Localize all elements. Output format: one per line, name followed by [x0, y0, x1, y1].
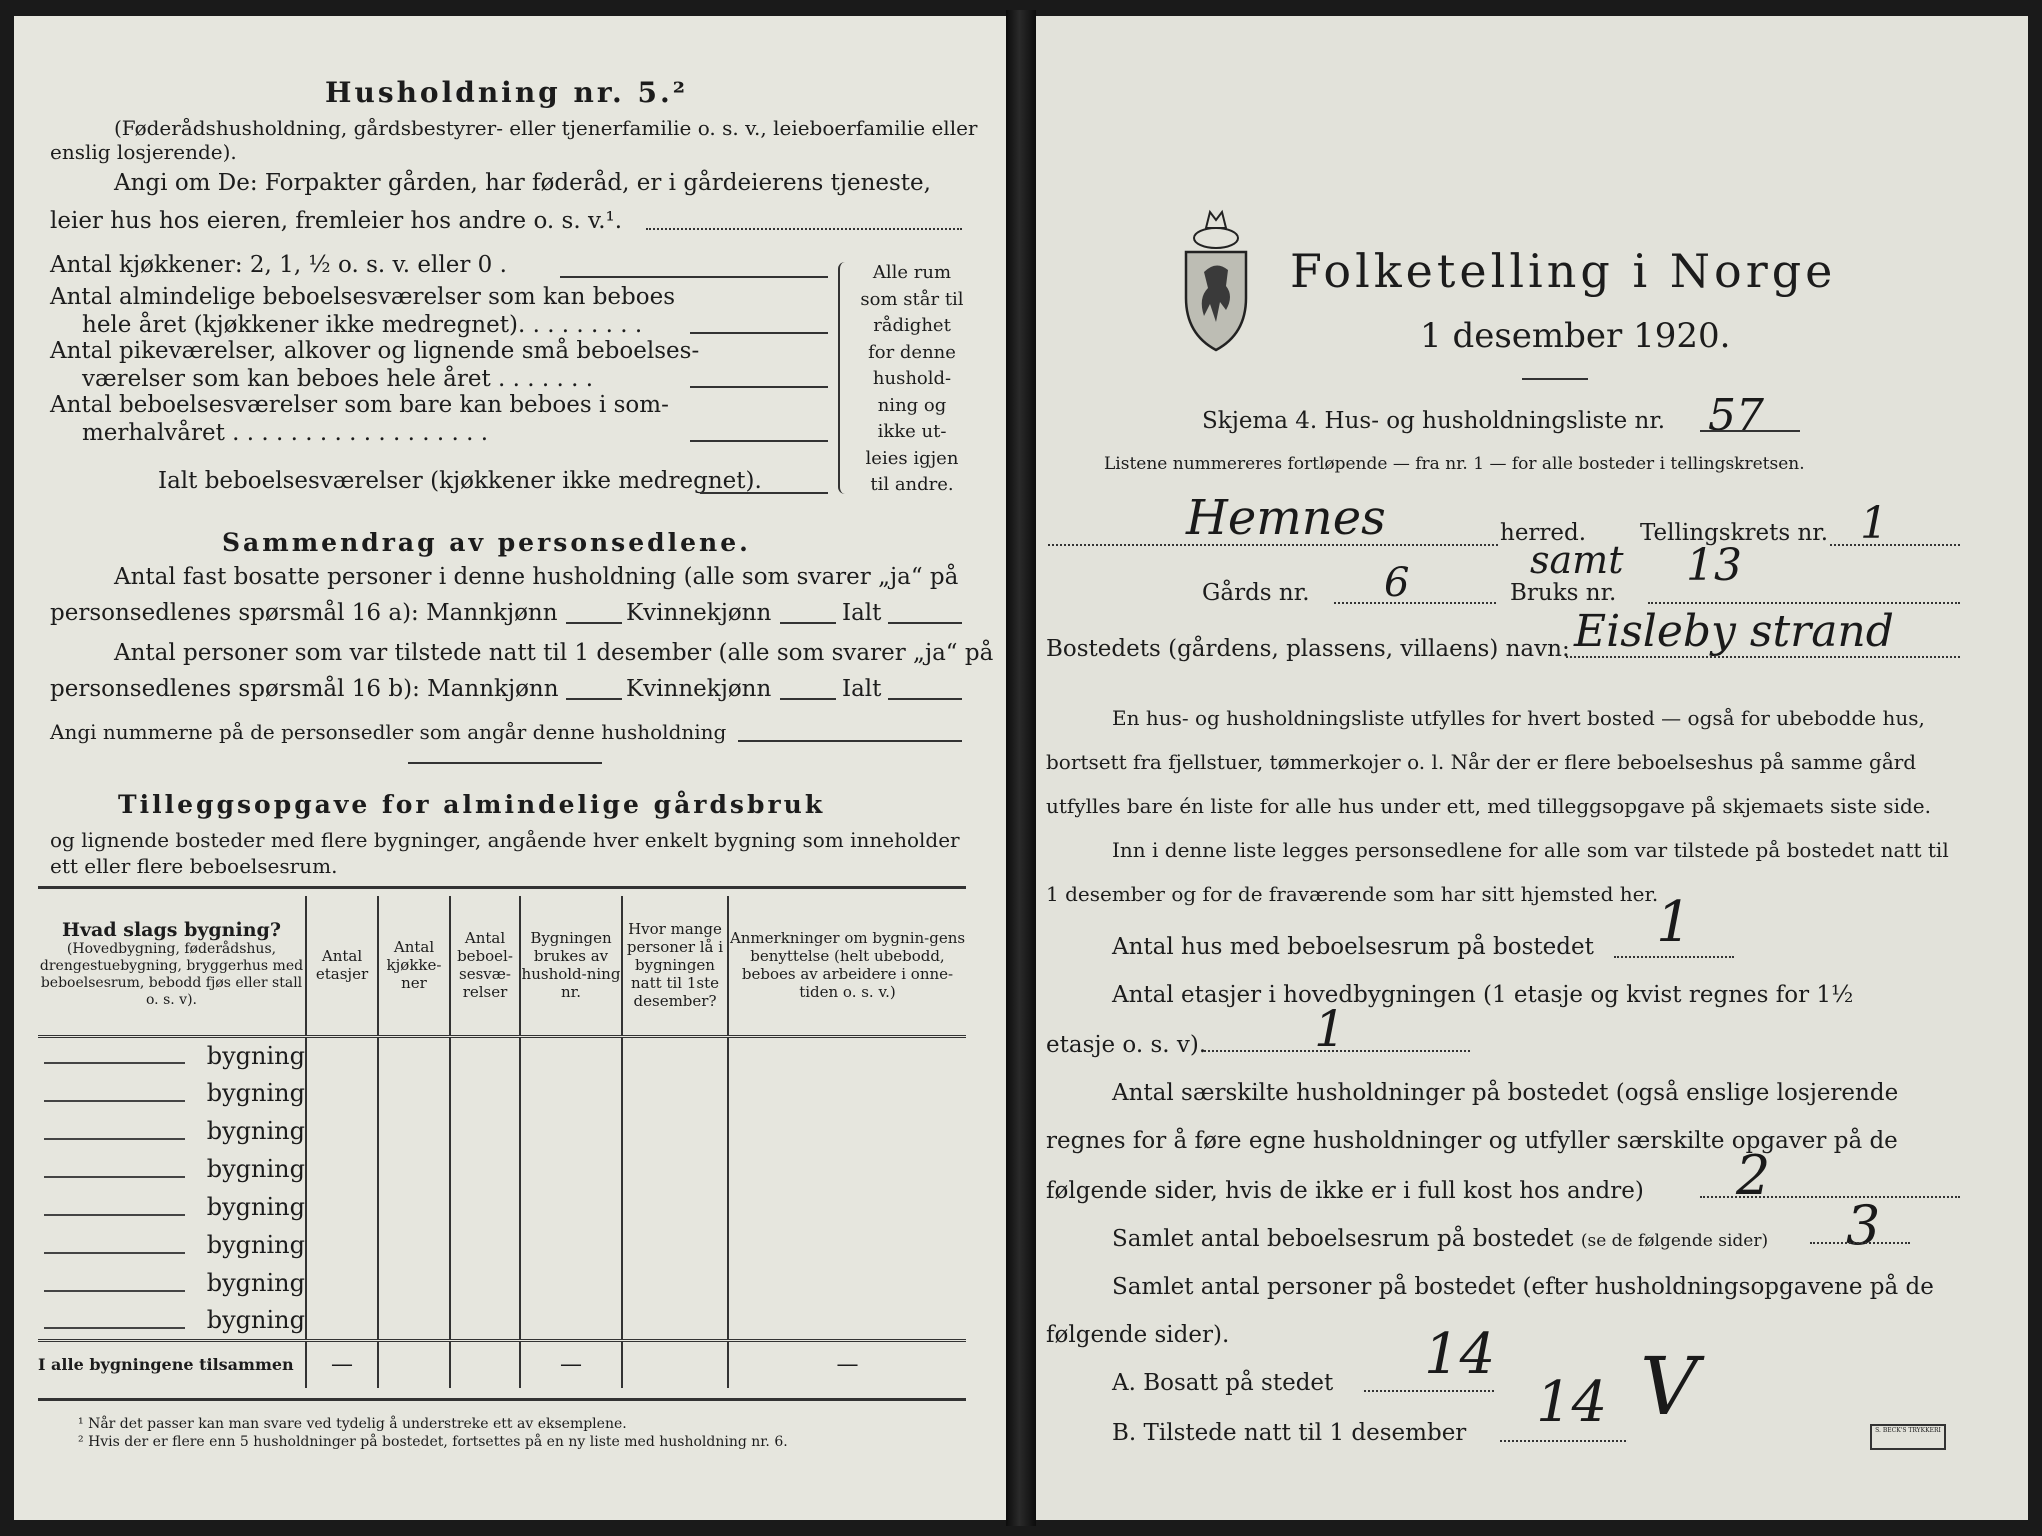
census-date: 1 desember 1920.: [1420, 316, 1731, 356]
floors-line: [1204, 1050, 1470, 1052]
present-female-line[interactable]: [780, 698, 836, 700]
summary-present-total-label: Ialt: [842, 676, 882, 702]
person-numbers-label: Angi nummerne på de personsedler som angår denne husholdning: [50, 720, 727, 744]
bruks-label: Bruks nr.: [1510, 580, 1617, 606]
col-building-type: Hvad slags bygning? (Hovedbygning, føderådshus, drengestuebygning, bryggerhus med beboelsesrum, bebodd fjøs eller stall o. s. v).: [38, 896, 306, 1036]
present-line: [1500, 1440, 1626, 1442]
total-household-dash: —: [520, 1340, 622, 1388]
building-label: bygning: [206, 1079, 305, 1107]
bruks-value[interactable]: 13: [1686, 540, 1742, 591]
summary-resident-total-label: Ialt: [842, 600, 882, 626]
tellingskrets-line: [1830, 544, 1960, 546]
total-remarks-dash: —: [728, 1340, 966, 1388]
summary-present-label: Antal personer som var tilstede natt til 1 desember (alle som svarer „ja“ på: [114, 640, 994, 666]
bosted-label: Bostedets (gårdens, plassens, villaens) navn:: [1046, 636, 1570, 662]
resident-total-line[interactable]: [888, 622, 962, 624]
table-row: [38, 1226, 966, 1264]
table-total-row: [38, 1340, 966, 1388]
households-question-2: regnes for å føre egne husholdninger og utfyller særskilte opgaver på de: [1046, 1128, 1898, 1154]
table-row: [38, 1112, 966, 1150]
building-label: bygning: [206, 1269, 305, 1297]
houses-line: [1614, 956, 1734, 958]
rooms-total-label: Ialt beboelsesværelser (kjøkkener ikke medregnet).: [158, 468, 762, 494]
instruction-1: En hus- og husholdningsliste utfylles for hvert bosted — også for ubebodde hus,: [1112, 706, 1925, 730]
building-label: bygning: [206, 1041, 305, 1070]
building-label: bygning: [206, 1193, 305, 1221]
summary-resident-female-label: Kvinnekjønn: [626, 600, 772, 626]
total-label: I alle bygningene tilsammen: [38, 1340, 306, 1388]
rooms-note: Alle rum som står til rådighet for denne hushold- ning og ikke ut- leies igjen til andre.: [860, 262, 964, 495]
tellingskrets-label: Tellingskrets nr.: [1640, 520, 1829, 546]
intro-line-4: leier hus hos eieren, fremleier hos andre o. s. v.¹.: [50, 208, 623, 234]
numbering-note: Listene nummereres fortløpende — fra nr. 1 — for alle bosteder i tellingskretsen.: [1104, 454, 1805, 474]
households-line: [1700, 1196, 1960, 1198]
table-row: [38, 1150, 966, 1188]
building-table: [38, 896, 966, 1388]
table-row: [38, 1264, 966, 1302]
rooms-question-note: (se de følgende sider): [1580, 1231, 1769, 1251]
intro-line-1: (Føderådshusholdning, gårdsbestyrer- eller tjenerfamilie o. s. v., leieboerfamilie eller: [114, 116, 978, 140]
herred-line: [1048, 544, 1498, 546]
houses-question: Antal hus med beboelsesrum på bostedet: [1112, 934, 1594, 960]
table-row: [38, 1188, 966, 1226]
kitchens-label: Antal kjøkkener: 2, 1, ½ o. s. v. eller 0 .: [50, 252, 507, 278]
rooms-total-answer-line[interactable]: [700, 492, 828, 494]
ordinary-rooms-label-2: hele året (kjøkkener ikke medregnet). . . . . . . . .: [82, 312, 643, 338]
resident-male-line[interactable]: [566, 622, 622, 624]
table-row: [38, 1036, 966, 1074]
gards-value[interactable]: 6: [1384, 560, 1410, 606]
table-bottom-rule: [38, 1398, 966, 1401]
table-top-rule: [38, 886, 966, 889]
summary-resident-male-label: personsedlenes spørsmål 16 a): Mannkjønn: [50, 600, 558, 626]
summary-resident-label: Antal fast bosatte personer i denne husholdning (alle som svarer „ja“ på: [114, 564, 959, 590]
maid-rooms-label-2: værelser som kan beboes hele året . . . . . . .: [82, 366, 594, 392]
printer-stamp: S. BECK'S TRYKKERI: [1870, 1424, 1946, 1450]
resident-answer[interactable]: 14: [1424, 1322, 1496, 1387]
instruction-5: 1 desember og for de fraværende som har sitt hjemsted her.: [1046, 882, 1659, 906]
present-question: B. Tilstede natt til 1 desember: [1112, 1420, 1467, 1446]
rooms-question: Samlet antal beboelsesrum på bostedet (se de følgende sider): [1112, 1226, 1769, 1252]
maid-rooms-answer-line[interactable]: [690, 386, 828, 388]
persons-question-2: følgende sider).: [1046, 1322, 1230, 1348]
households-question-3: følgende sider, hvis de ikke er i full kost hos andre): [1046, 1178, 1644, 1204]
footnote-1: ¹ Når det passer kan man svare ved tydelig å understreke ett av eksemplene.: [78, 1416, 627, 1432]
title-divider: [1522, 378, 1588, 380]
form-number-value[interactable]: 57: [1708, 390, 1764, 441]
households-answer[interactable]: 2: [1736, 1144, 1771, 1207]
summary-present-male-label: personsedlenes spørsmål 16 b): Mannkjønn: [50, 676, 559, 702]
form-line-label: Skjema 4. Hus- og husholdningsliste nr.: [1202, 408, 1666, 434]
present-male-line[interactable]: [566, 698, 622, 700]
building-label: bygning: [206, 1155, 305, 1183]
floors-question-1: Antal etasjer i hovedbygningen (1 etasje og kvist regnes for 1½: [1112, 982, 1854, 1008]
summary-present-female-label: Kvinnekjønn: [626, 676, 772, 702]
herred-label: herred.: [1500, 520, 1587, 546]
bruks-line: [1648, 602, 1960, 604]
instruction-3: utfylles bare én liste for alle hus under ett, med tilleggsopgave på skjemaets siste side.: [1046, 794, 1931, 818]
gards-line: [1334, 602, 1496, 604]
instruction-4: Inn i denne liste legges personsedlene for alle som var tilstede på bostedet natt til: [1112, 838, 1949, 862]
kitchens-answer-line[interactable]: [560, 276, 828, 278]
summer-rooms-label-2: merhalvåret . . . . . . . . . . . . . . . . . .: [82, 420, 489, 446]
footnote-2: ² Hvis der er flere enn 5 husholdninger på bostedet, fortsettes på en ny liste med husholdning nr. 6.: [78, 1434, 788, 1450]
floors-answer[interactable]: 1: [1314, 1000, 1346, 1058]
col-remarks: Anmerkninger om bygnin-gens benyttelse (helt ubebodd, beboes av arbeidere i onne-tiden o. s. v.): [728, 896, 966, 1036]
supplement-title: Tilleggsopgave for almindelige gårdsbruk: [118, 790, 826, 819]
ordinary-rooms-label-1: Antal almindelige beboelsesværelser som kan beboes: [50, 284, 676, 310]
col-floors: Antal etasjer: [306, 896, 378, 1036]
col-kitchens: Antal kjøkke-ner: [378, 896, 450, 1036]
intro-line-2: enslig losjerende).: [50, 140, 237, 164]
rooms-answer[interactable]: 3: [1846, 1194, 1881, 1257]
households-question-1: Antal særskilte husholdninger på bostedet (også enslige losjerende: [1112, 1080, 1899, 1106]
summary-title: Sammendrag av personsedlene.: [222, 528, 751, 557]
census-title: Folketelling i Norge: [1290, 244, 1837, 298]
intro-line-3: Angi om De: Forpakter gården, har føderåd, er i gårdeierens tjeneste,: [114, 170, 931, 196]
col-rooms: Antal beboel-sesvæ-relser: [450, 896, 520, 1036]
ordinary-rooms-answer-line[interactable]: [690, 332, 828, 334]
norway-coat-of-arms-icon: [1176, 206, 1256, 354]
gards-label: Gårds nr.: [1202, 580, 1310, 606]
houses-answer[interactable]: 1: [1656, 890, 1692, 955]
supplement-intro-2: ett eller flere beboelsesrum.: [50, 854, 338, 878]
summer-rooms-answer-line[interactable]: [690, 440, 828, 442]
building-label: bygning: [206, 1231, 305, 1259]
maid-rooms-label-1: Antal pikeværelser, alkover og lignende små beboelses-: [50, 338, 700, 364]
col-persons: Hvor mange personer lå i bygningen natt til 1ste desember?: [622, 896, 728, 1036]
present-total-line[interactable]: [888, 698, 962, 700]
bosted-line: [1566, 656, 1960, 658]
building-label: bygning: [206, 1117, 305, 1145]
col-household: Bygningen brukes av hushold-ning nr.: [520, 896, 622, 1036]
present-answer[interactable]: 14: [1536, 1370, 1608, 1435]
bosted-value[interactable]: Eisleby strand: [1574, 606, 1894, 657]
resident-line: [1364, 1390, 1494, 1392]
bruks-note: samt: [1530, 538, 1624, 582]
section-divider: [408, 762, 602, 764]
form-number-line: [1700, 430, 1800, 432]
instruction-2: bortsett fra fjellstuer, tømmerkojer o. l. Når der er flere beboelseshus på samme gård: [1046, 750, 1917, 774]
rooms-brace: [838, 262, 852, 494]
tellingskrets-value[interactable]: 1: [1860, 498, 1888, 549]
table-row: [38, 1074, 966, 1112]
total-floors-dash: —: [306, 1340, 378, 1388]
rooms-answer-line: [1810, 1242, 1910, 1244]
building-label: bygning: [206, 1306, 305, 1335]
floors-question-2: etasje o. s. v).: [1046, 1032, 1207, 1058]
check-mark: V: [1640, 1340, 1698, 1433]
person-numbers-line[interactable]: [738, 740, 962, 742]
supplement-intro-1: og lignende bosteder med flere bygninger, angående hver enkelt bygning som inneholder: [50, 828, 960, 852]
book-spine: [1006, 10, 1036, 1526]
persons-question-1: Samlet antal personer på bostedet (efter husholdningsopgavene på de: [1112, 1274, 1934, 1300]
resident-question: A. Bosatt på stedet: [1112, 1370, 1334, 1396]
tenure-answer-line[interactable]: [646, 228, 962, 230]
herred-value[interactable]: Hemnes: [1186, 490, 1386, 546]
household-title: Husholdning nr. 5.²: [325, 76, 689, 109]
table-row: [38, 1302, 966, 1340]
resident-female-line[interactable]: [780, 622, 836, 624]
summer-rooms-label-1: Antal beboelsesværelser som bare kan beboes i som-: [50, 392, 669, 418]
